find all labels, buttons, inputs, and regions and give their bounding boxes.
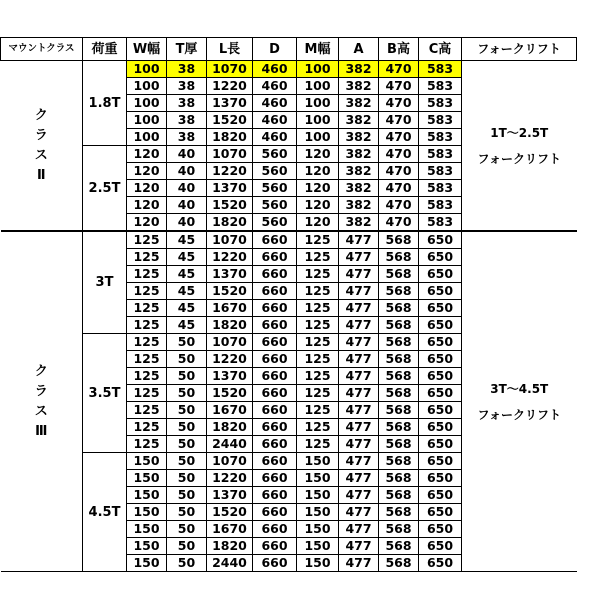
mount-class-char: ク — [34, 107, 48, 123]
cell-m-width: 125 — [297, 436, 339, 453]
cell-d: 660 — [253, 555, 297, 572]
cell-d: 660 — [253, 402, 297, 419]
cell-d: 660 — [253, 436, 297, 453]
cell-d: 660 — [253, 300, 297, 317]
cell-b-height: 568 — [379, 351, 419, 368]
header-m-width: M幅 — [297, 38, 339, 61]
cell-b-height: 568 — [379, 266, 419, 283]
cell-a: 477 — [339, 555, 379, 572]
cell-a: 477 — [339, 419, 379, 436]
cell-m-width: 120 — [297, 163, 339, 180]
cell-w-width: 120 — [127, 163, 167, 180]
cell-a: 477 — [339, 521, 379, 538]
cell-c-height: 650 — [419, 283, 462, 300]
cell-t-thickness: 50 — [167, 351, 207, 368]
cell-w-width: 100 — [127, 129, 167, 146]
forklift-line: フォークリフト — [477, 407, 561, 422]
cell-w-width: 125 — [127, 368, 167, 385]
cell-c-height: 650 — [419, 385, 462, 402]
cell-d: 660 — [253, 266, 297, 283]
mount-class-char: Ⅲ — [35, 423, 48, 439]
cell-w-width: 150 — [127, 521, 167, 538]
cell-c-height: 650 — [419, 317, 462, 334]
header-row — [1, 38, 577, 61]
cell-t-thickness: 50 — [167, 538, 207, 555]
cell-d: 660 — [253, 487, 297, 504]
cell-m-width: 100 — [297, 95, 339, 112]
header-forklift: フォークリフト — [462, 38, 577, 61]
cell-b-height: 470 — [379, 163, 419, 180]
cell-w-width: 120 — [127, 180, 167, 197]
cell-c-height: 583 — [419, 180, 462, 197]
cell-d: 660 — [253, 231, 297, 249]
cell-t-thickness: 50 — [167, 419, 207, 436]
cell-l-length: 1670 — [207, 300, 253, 317]
cell-m-width: 120 — [297, 180, 339, 197]
cell-t-thickness: 40 — [167, 180, 207, 197]
spec-table — [0, 37, 577, 572]
cell-a: 382 — [339, 61, 379, 78]
cell-l-length: 1520 — [207, 504, 253, 521]
header-c-height: C高 — [419, 38, 462, 61]
cell-b-height: 568 — [379, 436, 419, 453]
header-mount-class: マウントクラス — [1, 38, 83, 61]
cell-a: 477 — [339, 436, 379, 453]
cell-c-height: 650 — [419, 487, 462, 504]
header-l-length: L長 — [207, 38, 253, 61]
cell-l-length: 1070 — [207, 61, 253, 78]
cell-l-length: 1070 — [207, 334, 253, 351]
cell-t-thickness: 45 — [167, 249, 207, 266]
cell-m-width: 125 — [297, 402, 339, 419]
cell-l-length: 1670 — [207, 521, 253, 538]
cell-m-width: 125 — [297, 300, 339, 317]
cell-t-thickness: 45 — [167, 266, 207, 283]
load-cell: 3.5T — [83, 334, 127, 453]
cell-b-height: 470 — [379, 78, 419, 95]
mount-class-char: ラ — [34, 383, 48, 399]
cell-w-width: 125 — [127, 231, 167, 249]
cell-l-length: 1520 — [207, 385, 253, 402]
cell-a: 477 — [339, 487, 379, 504]
cell-t-thickness: 50 — [167, 487, 207, 504]
cell-l-length: 1370 — [207, 95, 253, 112]
cell-t-thickness: 50 — [167, 521, 207, 538]
cell-l-length: 1520 — [207, 112, 253, 129]
cell-b-height: 568 — [379, 521, 419, 538]
cell-l-length: 1520 — [207, 283, 253, 300]
cell-w-width: 125 — [127, 266, 167, 283]
mount-class-cell — [1, 231, 83, 572]
cell-d: 460 — [253, 95, 297, 112]
cell-m-width: 125 — [297, 249, 339, 266]
load-cell: 2.5T — [83, 146, 127, 232]
cell-d: 660 — [253, 538, 297, 555]
cell-c-height: 583 — [419, 146, 462, 163]
cell-b-height: 568 — [379, 538, 419, 555]
mount-class-char: ス — [34, 403, 48, 419]
cell-l-length: 1370 — [207, 487, 253, 504]
cell-m-width: 125 — [297, 266, 339, 283]
cell-l-length: 1520 — [207, 197, 253, 214]
header-load: 荷重 — [83, 38, 127, 61]
mount-class-char: ス — [34, 147, 48, 163]
cell-l-length: 1820 — [207, 419, 253, 436]
cell-c-height: 650 — [419, 470, 462, 487]
cell-a: 382 — [339, 95, 379, 112]
header-t-thickness: T厚 — [167, 38, 207, 61]
forklift-cell — [462, 61, 577, 232]
forklift-cell — [462, 231, 577, 572]
cell-d: 560 — [253, 214, 297, 232]
cell-l-length: 1070 — [207, 453, 253, 470]
cell-a: 382 — [339, 163, 379, 180]
cell-b-height: 568 — [379, 385, 419, 402]
cell-a: 477 — [339, 504, 379, 521]
mount-class-char: Ⅱ — [36, 167, 46, 183]
cell-w-width: 125 — [127, 300, 167, 317]
cell-b-height: 568 — [379, 555, 419, 572]
cell-c-height: 650 — [419, 504, 462, 521]
cell-d: 660 — [253, 453, 297, 470]
cell-c-height: 650 — [419, 266, 462, 283]
cell-d: 660 — [253, 419, 297, 436]
cell-m-width: 125 — [297, 419, 339, 436]
cell-m-width: 150 — [297, 504, 339, 521]
cell-t-thickness: 50 — [167, 436, 207, 453]
cell-t-thickness: 40 — [167, 163, 207, 180]
cell-m-width: 125 — [297, 283, 339, 300]
cell-w-width: 120 — [127, 197, 167, 214]
header-w-width: W幅 — [127, 38, 167, 61]
cell-w-width: 150 — [127, 504, 167, 521]
cell-b-height: 470 — [379, 95, 419, 112]
cell-d: 460 — [253, 112, 297, 129]
cell-a: 382 — [339, 180, 379, 197]
cell-m-width: 150 — [297, 555, 339, 572]
cell-c-height: 583 — [419, 95, 462, 112]
cell-d: 660 — [253, 249, 297, 266]
forklift-line: フォークリフト — [477, 151, 561, 166]
cell-l-length: 1220 — [207, 351, 253, 368]
cell-b-height: 470 — [379, 112, 419, 129]
mount-class-cell — [1, 61, 83, 232]
cell-m-width: 150 — [297, 453, 339, 470]
cell-w-width: 150 — [127, 453, 167, 470]
cell-c-height: 650 — [419, 231, 462, 249]
cell-t-thickness: 45 — [167, 231, 207, 249]
cell-m-width: 125 — [297, 317, 339, 334]
cell-a: 382 — [339, 129, 379, 146]
cell-l-length: 1370 — [207, 266, 253, 283]
cell-a: 477 — [339, 231, 379, 249]
table-row — [1, 231, 577, 249]
cell-d: 460 — [253, 129, 297, 146]
cell-c-height: 650 — [419, 436, 462, 453]
cell-d: 560 — [253, 163, 297, 180]
cell-w-width: 125 — [127, 402, 167, 419]
mount-class-char: ラ — [34, 127, 48, 143]
cell-t-thickness: 45 — [167, 317, 207, 334]
cell-m-width: 125 — [297, 368, 339, 385]
cell-t-thickness: 40 — [167, 214, 207, 232]
cell-t-thickness: 50 — [167, 470, 207, 487]
cell-w-width: 120 — [127, 214, 167, 232]
cell-d: 560 — [253, 180, 297, 197]
cell-t-thickness: 50 — [167, 385, 207, 402]
cell-m-width: 125 — [297, 334, 339, 351]
cell-w-width: 150 — [127, 555, 167, 572]
cell-a: 477 — [339, 470, 379, 487]
cell-a: 382 — [339, 197, 379, 214]
cell-m-width: 150 — [297, 521, 339, 538]
cell-w-width: 125 — [127, 436, 167, 453]
cell-c-height: 650 — [419, 402, 462, 419]
cell-t-thickness: 50 — [167, 334, 207, 351]
cell-b-height: 470 — [379, 129, 419, 146]
cell-t-thickness: 50 — [167, 368, 207, 385]
cell-b-height: 470 — [379, 146, 419, 163]
cell-t-thickness: 45 — [167, 283, 207, 300]
cell-l-length: 1820 — [207, 214, 253, 232]
cell-c-height: 650 — [419, 334, 462, 351]
load-cell: 3T — [83, 231, 127, 334]
cell-t-thickness: 50 — [167, 555, 207, 572]
cell-a: 477 — [339, 402, 379, 419]
cell-m-width: 125 — [297, 385, 339, 402]
cell-l-length: 1070 — [207, 146, 253, 163]
cell-w-width: 150 — [127, 470, 167, 487]
cell-t-thickness: 50 — [167, 504, 207, 521]
cell-d: 660 — [253, 470, 297, 487]
header-a: A — [339, 38, 379, 61]
cell-b-height: 568 — [379, 283, 419, 300]
cell-b-height: 568 — [379, 453, 419, 470]
cell-m-width: 100 — [297, 112, 339, 129]
mount-class-char: ク — [34, 363, 48, 379]
cell-c-height: 650 — [419, 453, 462, 470]
cell-m-width: 120 — [297, 214, 339, 232]
cell-c-height: 583 — [419, 112, 462, 129]
cell-d: 460 — [253, 78, 297, 95]
cell-c-height: 583 — [419, 61, 462, 78]
cell-l-length: 1220 — [207, 163, 253, 180]
cell-c-height: 583 — [419, 129, 462, 146]
cell-c-height: 650 — [419, 300, 462, 317]
cell-b-height: 568 — [379, 419, 419, 436]
cell-b-height: 470 — [379, 61, 419, 78]
cell-l-length: 1070 — [207, 231, 253, 249]
cell-b-height: 568 — [379, 402, 419, 419]
cell-l-length: 1370 — [207, 368, 253, 385]
cell-c-height: 583 — [419, 163, 462, 180]
cell-a: 382 — [339, 112, 379, 129]
cell-l-length: 1220 — [207, 470, 253, 487]
cell-b-height: 568 — [379, 300, 419, 317]
cell-w-width: 125 — [127, 351, 167, 368]
cell-b-height: 568 — [379, 470, 419, 487]
cell-w-width: 100 — [127, 61, 167, 78]
cell-l-length: 1820 — [207, 129, 253, 146]
cell-w-width: 125 — [127, 249, 167, 266]
cell-a: 382 — [339, 78, 379, 95]
cell-t-thickness: 38 — [167, 61, 207, 78]
cell-w-width: 125 — [127, 419, 167, 436]
cell-l-length: 2440 — [207, 436, 253, 453]
cell-w-width: 125 — [127, 317, 167, 334]
cell-m-width: 100 — [297, 61, 339, 78]
cell-t-thickness: 40 — [167, 146, 207, 163]
cell-c-height: 650 — [419, 368, 462, 385]
cell-c-height: 583 — [419, 197, 462, 214]
cell-d: 560 — [253, 197, 297, 214]
cell-c-height: 650 — [419, 555, 462, 572]
cell-w-width: 125 — [127, 334, 167, 351]
cell-a: 477 — [339, 317, 379, 334]
cell-a: 477 — [339, 453, 379, 470]
cell-t-thickness: 50 — [167, 402, 207, 419]
cell-m-width: 120 — [297, 197, 339, 214]
cell-d: 460 — [253, 61, 297, 78]
cell-b-height: 568 — [379, 317, 419, 334]
cell-a: 477 — [339, 300, 379, 317]
header-b-height: B高 — [379, 38, 419, 61]
cell-a: 477 — [339, 249, 379, 266]
cell-m-width: 100 — [297, 78, 339, 95]
cell-d: 660 — [253, 521, 297, 538]
cell-t-thickness: 38 — [167, 95, 207, 112]
cell-w-width: 125 — [127, 385, 167, 402]
cell-a: 477 — [339, 385, 379, 402]
cell-d: 660 — [253, 351, 297, 368]
cell-d: 660 — [253, 317, 297, 334]
cell-b-height: 470 — [379, 197, 419, 214]
cell-m-width: 125 — [297, 231, 339, 249]
cell-c-height: 650 — [419, 351, 462, 368]
table-body — [1, 61, 577, 572]
cell-m-width: 150 — [297, 538, 339, 555]
cell-a: 477 — [339, 351, 379, 368]
cell-b-height: 568 — [379, 504, 419, 521]
cell-b-height: 470 — [379, 180, 419, 197]
cell-c-height: 583 — [419, 214, 462, 232]
cell-c-height: 650 — [419, 538, 462, 555]
cell-d: 660 — [253, 334, 297, 351]
cell-m-width: 150 — [297, 487, 339, 504]
cell-t-thickness: 45 — [167, 300, 207, 317]
cell-d: 660 — [253, 385, 297, 402]
cell-a: 477 — [339, 538, 379, 555]
cell-a: 477 — [339, 283, 379, 300]
cell-w-width: 125 — [127, 283, 167, 300]
cell-m-width: 120 — [297, 146, 339, 163]
cell-m-width: 125 — [297, 351, 339, 368]
cell-m-width: 100 — [297, 129, 339, 146]
cell-t-thickness: 38 — [167, 129, 207, 146]
forklift-line: 1T～2.5T — [490, 125, 549, 140]
cell-a: 477 — [339, 266, 379, 283]
cell-w-width: 120 — [127, 146, 167, 163]
cell-m-width: 150 — [297, 470, 339, 487]
cell-d: 660 — [253, 504, 297, 521]
cell-l-length: 1220 — [207, 78, 253, 95]
cell-b-height: 568 — [379, 487, 419, 504]
cell-b-height: 568 — [379, 334, 419, 351]
cell-t-thickness: 50 — [167, 453, 207, 470]
cell-a: 477 — [339, 368, 379, 385]
cell-a: 382 — [339, 214, 379, 232]
cell-b-height: 470 — [379, 214, 419, 232]
cell-c-height: 650 — [419, 419, 462, 436]
cell-l-length: 1820 — [207, 317, 253, 334]
cell-d: 660 — [253, 283, 297, 300]
cell-b-height: 568 — [379, 231, 419, 249]
cell-a: 382 — [339, 146, 379, 163]
cell-w-width: 100 — [127, 112, 167, 129]
cell-w-width: 100 — [127, 95, 167, 112]
cell-l-length: 1220 — [207, 249, 253, 266]
forklift-line: 3T～4.5T — [490, 381, 549, 396]
cell-t-thickness: 38 — [167, 78, 207, 95]
cell-c-height: 650 — [419, 249, 462, 266]
cell-l-length: 1670 — [207, 402, 253, 419]
table-row — [1, 61, 577, 78]
cell-b-height: 568 — [379, 249, 419, 266]
cell-t-thickness: 38 — [167, 112, 207, 129]
load-cell: 1.8T — [83, 61, 127, 146]
cell-d: 660 — [253, 368, 297, 385]
cell-a: 477 — [339, 334, 379, 351]
load-cell: 4.5T — [83, 453, 127, 572]
cell-l-length: 1370 — [207, 180, 253, 197]
cell-t-thickness: 40 — [167, 197, 207, 214]
cell-l-length: 1820 — [207, 538, 253, 555]
cell-w-width: 100 — [127, 78, 167, 95]
cell-w-width: 150 — [127, 538, 167, 555]
cell-c-height: 583 — [419, 78, 462, 95]
cell-w-width: 150 — [127, 487, 167, 504]
cell-d: 560 — [253, 146, 297, 163]
header-d: D — [253, 38, 297, 61]
cell-l-length: 2440 — [207, 555, 253, 572]
cell-b-height: 568 — [379, 368, 419, 385]
cell-c-height: 650 — [419, 521, 462, 538]
